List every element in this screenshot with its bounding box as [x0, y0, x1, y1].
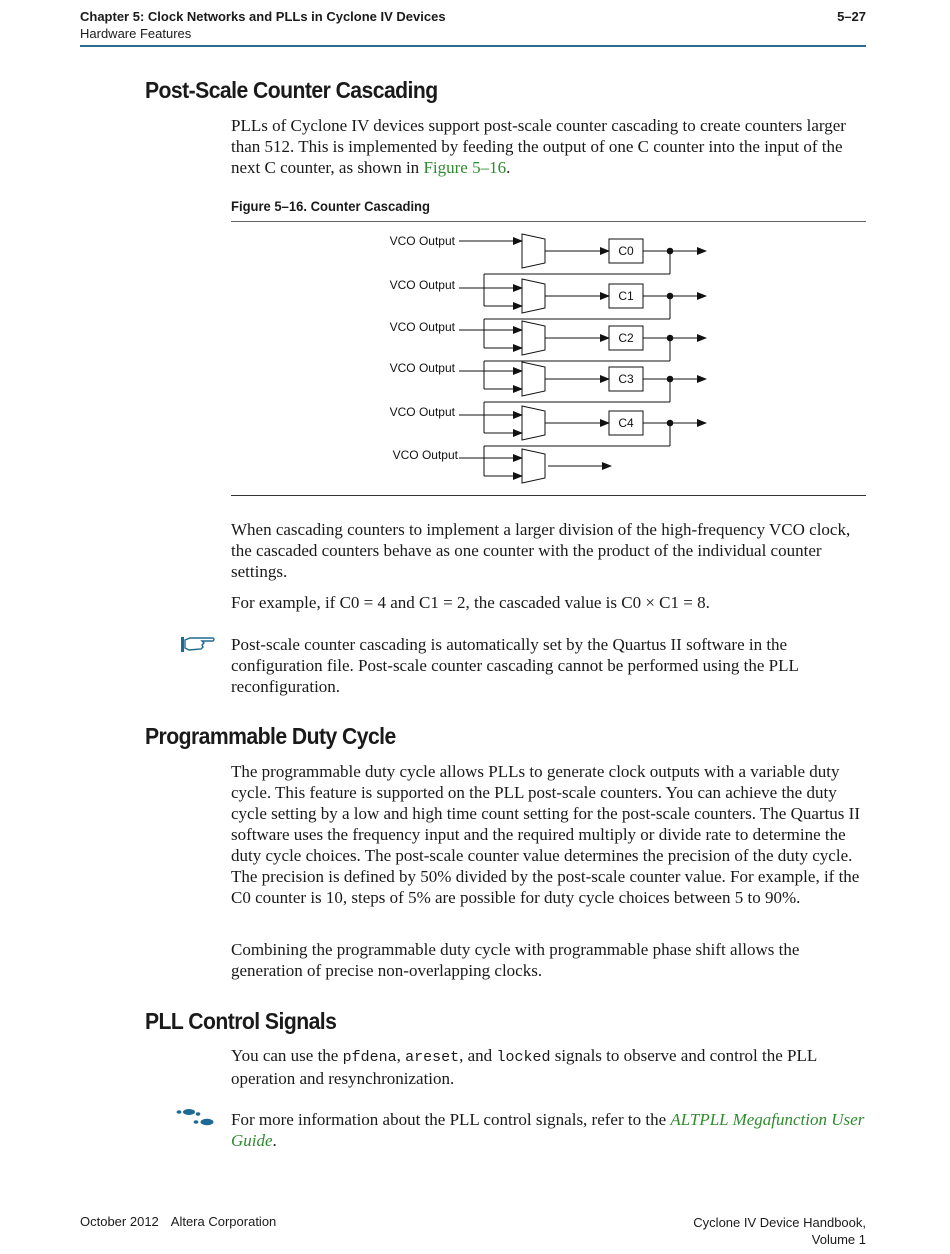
figure-5-16-link[interactable]: Figure 5–16: [423, 158, 507, 177]
footer-right: [693, 1214, 866, 1248]
footer-date: October 2012: [80, 1214, 159, 1229]
running-header-section: Hardware Features: [80, 26, 192, 41]
cascading-intro-end: .: [506, 158, 511, 177]
footer-company: Altera Corporation: [170, 1214, 277, 1229]
counter-label-1: C1: [618, 289, 634, 303]
mux-1: [522, 279, 545, 313]
control-text-b: ,: [396, 1046, 406, 1065]
footer-volume: Volume 1: [811, 1232, 866, 1247]
counter-label-2: C2: [618, 331, 634, 345]
counter-label-4: C4: [618, 416, 634, 430]
control-text-a: You can use the: [231, 1046, 343, 1065]
heading-pll-control-signals: PLL Control Signals: [145, 1008, 337, 1034]
altpll-user-guide-link[interactable]: ALTPLL Megafunction User Guide: [231, 1110, 865, 1150]
mux-3: [522, 362, 545, 396]
footer-left: [80, 1214, 276, 1229]
footprints-icon: [176, 1108, 216, 1128]
vco-output-label-1: VCO Output: [389, 278, 455, 292]
mux-2: [522, 321, 545, 355]
counter-label-0: C0: [618, 244, 634, 258]
heading-programmable-duty-cycle: Programmable Duty Cycle: [145, 723, 396, 749]
control-signals-paragraph: [231, 1045, 871, 1089]
mux-4: [522, 406, 545, 440]
note-paragraph: Post-scale counter cascading is automatically set by the Quartus II software in the configuration file. Post-scale counter cascading cannot be performed using the PLL reconfiguration.: [231, 635, 799, 696]
figure-caption: Figure 5–16. Counter Cascading: [231, 198, 430, 214]
cascading-intro-text: PLLs of Cyclone IV devices support post-scale counter cascading to create counters larger than 512. This is implemented by feeding the output of one C counter into the input of the next C counter, as shown in: [231, 116, 846, 177]
vco-output-label-2: VCO Output: [389, 320, 455, 334]
reference-end: .: [272, 1131, 277, 1150]
signal-areset: areset: [405, 1049, 460, 1066]
vco-output-label-3: VCO Output: [389, 361, 455, 375]
signal-pfdena: pfdena: [342, 1049, 397, 1066]
vco-output-label-5: VCO Output: [392, 448, 458, 462]
figure-bottom-rule: [231, 495, 866, 496]
control-text-c: , and: [459, 1046, 497, 1065]
reference-text: For more information about the PLL control signals, refer to the: [231, 1110, 671, 1129]
vco-output-label-4: VCO Output: [389, 405, 455, 419]
vco-output-label-0: VCO Output: [389, 234, 455, 248]
mux-0: [522, 234, 545, 268]
control-text-d: signals to observe and control the PLL operation and resynchronization.: [231, 1046, 817, 1088]
page-number: 5–27: [837, 9, 866, 24]
signal-locked: locked: [496, 1049, 551, 1066]
cascading-example-paragraph: For example, if C0 = 4 and C1 = 2, the cascaded value is C0 × C1 = 8.: [231, 593, 710, 612]
duty-cycle-combining-paragraph: Combining the programmable duty cycle with programmable phase shift allows the generation of precise non-overlapping clocks.: [231, 940, 800, 980]
cascading-body-paragraph: When cascading counters to implement a larger division of the high-frequency VCO clock, the cascaded counters behave as one counter with the product of the individual counter settings.: [231, 520, 851, 581]
duty-cycle-paragraph: The programmable duty cycle allows PLLs to generate clock outputs with a variable duty cycle. This feature is supported on the PLL post-scale counters. You can achieve the duty cycle setting by a low and high time count setting for the post-scale counters. The Quartus II software uses the frequency input and the required multiply or divide rate to determine the duty cycle choices. The post-scale counter value determines the precision of the duty cycle. The precision is defined by 50% divided by the post-scale counter value. For example, if the C0 counter is 10, steps of 5% are possible for duty cycle choices between 5 to 90%.: [231, 762, 860, 907]
counter-label-3: C3: [618, 372, 634, 386]
running-header-chapter: Chapter 5: Clock Networks and PLLs in Cyclone IV Devices: [80, 9, 446, 24]
reference-paragraph: [231, 1109, 871, 1151]
heading-post-scale-counter-cascading: Post-Scale Counter Cascading: [145, 77, 438, 103]
mux-5: [522, 449, 545, 483]
footer-book-title: Cyclone IV Device Handbook,: [693, 1215, 866, 1230]
hand-pointer-icon: [180, 634, 216, 654]
